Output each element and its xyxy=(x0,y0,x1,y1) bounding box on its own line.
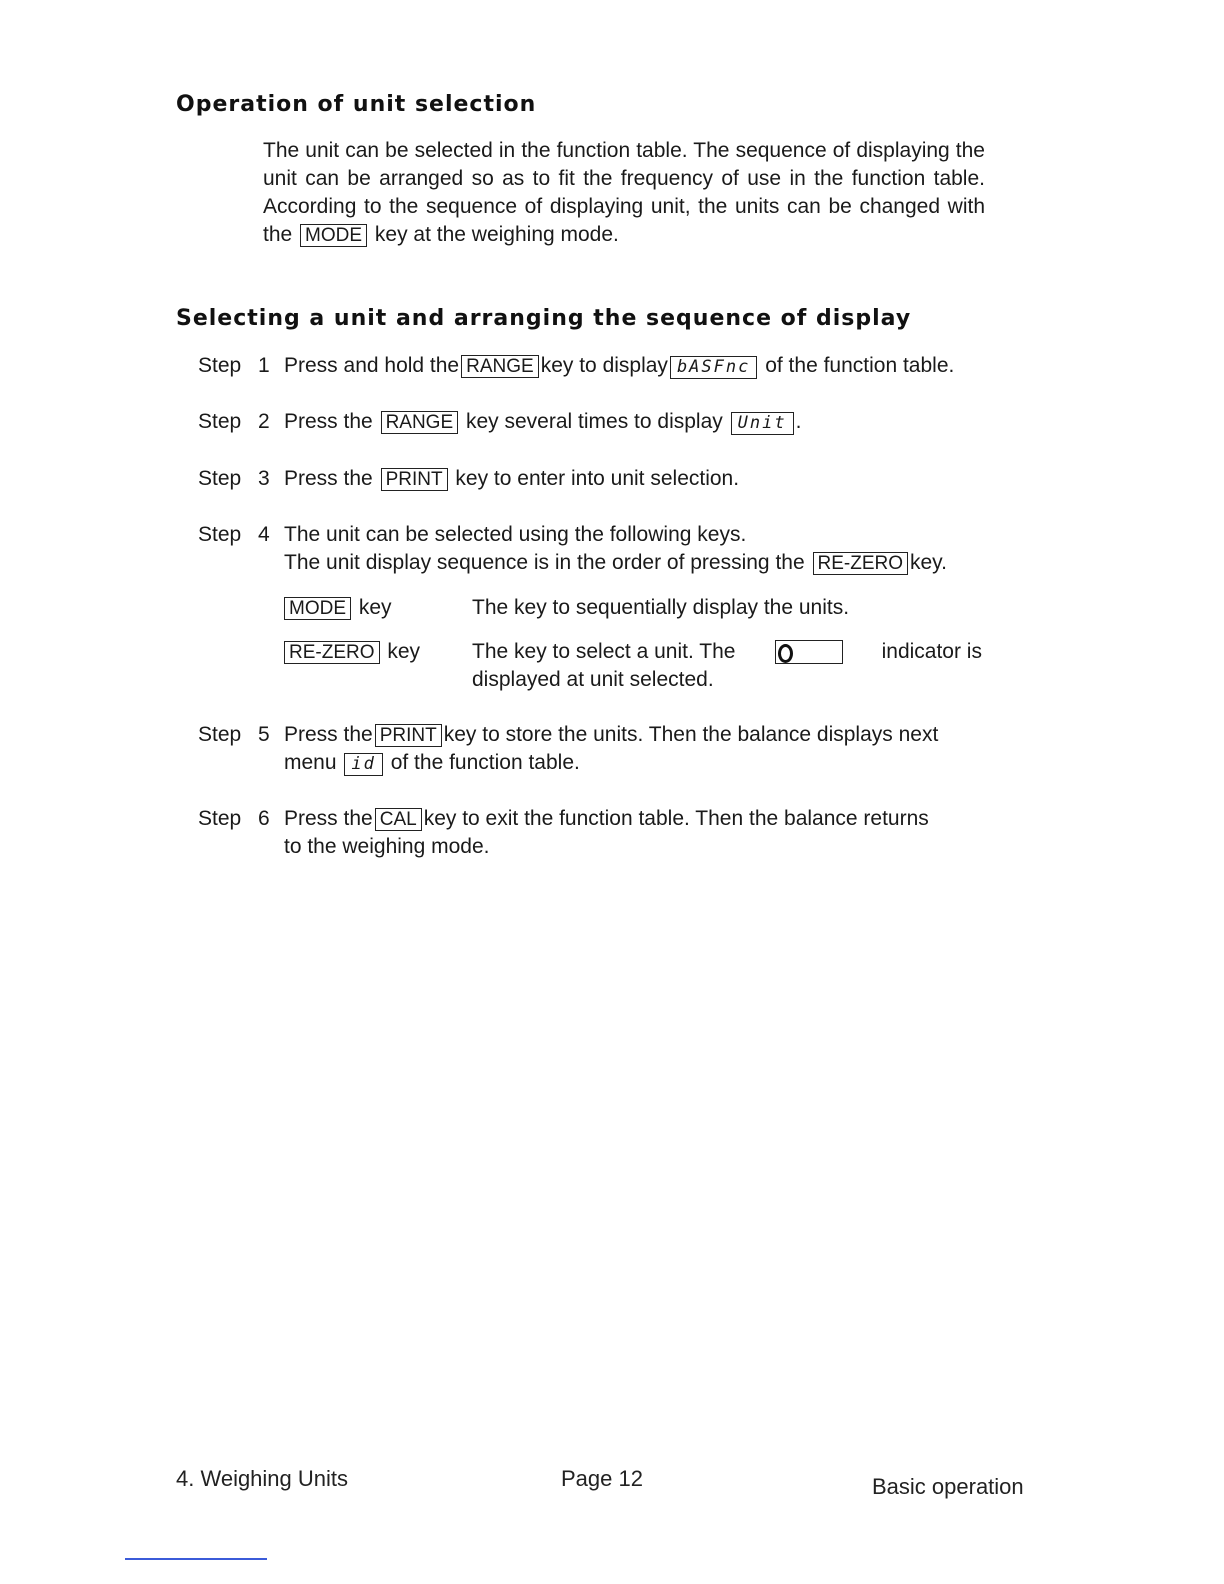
step-text: The unit display sequence is in the order of pressing the xyxy=(284,551,805,574)
step-text: Press the xyxy=(284,467,373,490)
intro-paragraph xyxy=(263,137,985,249)
step-line xyxy=(284,352,982,380)
step-label: Step xyxy=(198,467,242,490)
key-description xyxy=(472,638,982,694)
re-zero-key-label: RE-ZERO xyxy=(813,552,909,575)
indicator-circle-icon xyxy=(778,644,793,663)
step-text: of the function table. xyxy=(765,354,955,377)
page-edge-mark xyxy=(125,1558,267,1560)
step-number: 1 xyxy=(258,354,270,377)
key-suffix: key xyxy=(387,640,421,663)
step-line: to the weighing mode. xyxy=(284,835,490,858)
step-label: Step xyxy=(198,523,242,546)
mode-key-label: MODE xyxy=(284,597,351,620)
key-description-text: indicator is xyxy=(881,640,982,663)
step-number: 4 xyxy=(258,523,270,546)
step-label: Step xyxy=(198,723,242,746)
step-number: 2 xyxy=(258,410,270,433)
step-text: Press the xyxy=(284,723,373,746)
intro-text-part1: The unit can be selected in the function table. The sequence of displaying the unit can be arranged so as to fit the frequency of use in the function table. According to the sequence of displaying unit, the units can be changed with the xyxy=(263,139,985,246)
step-text: of the function table. xyxy=(390,751,580,774)
step-line xyxy=(284,749,982,777)
intro-text-part2: key at the weighing mode. xyxy=(374,223,619,246)
step-body xyxy=(284,352,982,380)
step-body xyxy=(284,521,982,577)
step-number: 6 xyxy=(258,807,270,830)
step-body xyxy=(284,721,982,777)
key-name xyxy=(284,638,420,666)
lcd-display-unit: Unit xyxy=(731,412,794,435)
step-text: key to display xyxy=(540,354,668,377)
step-line xyxy=(284,465,982,493)
step-number: 5 xyxy=(258,723,270,746)
step-line xyxy=(284,549,982,577)
footer-chapter: 4. Weighing Units xyxy=(176,1466,349,1491)
lcd-display-id: id xyxy=(344,753,382,776)
step-text: key. xyxy=(910,551,947,574)
step-body xyxy=(284,408,982,436)
step-line xyxy=(284,408,982,436)
step-body xyxy=(284,805,982,861)
range-key-label: RANGE xyxy=(381,411,459,434)
step-text: . xyxy=(795,410,802,433)
step-label: Step xyxy=(198,354,242,377)
footer-page-number: Page 12 xyxy=(561,1466,643,1491)
step-text: key several times to display xyxy=(465,410,723,433)
step-text: menu xyxy=(284,751,337,774)
step-line xyxy=(284,805,982,833)
step-text: Press the xyxy=(284,807,373,830)
print-key-label: PRINT xyxy=(381,468,448,491)
step-text: key to exit the function table. Then the balance returns xyxy=(423,807,929,830)
step-text: Press and hold the xyxy=(284,354,460,377)
step-line xyxy=(284,721,982,749)
cal-key-label: CAL xyxy=(375,808,422,831)
step-line: The unit can be selected using the following keys. xyxy=(284,523,747,546)
key-description-line xyxy=(472,638,982,666)
step-body xyxy=(284,465,982,493)
key-name xyxy=(284,594,392,622)
key-description-line: displayed at unit selected. xyxy=(472,668,714,691)
step-label: Step xyxy=(198,410,242,433)
print-key-label: PRINT xyxy=(375,724,442,747)
mode-key-label: MODE xyxy=(300,224,367,247)
step-text: key to enter into unit selection. xyxy=(455,467,740,490)
key-suffix: key xyxy=(358,596,392,619)
step-number: 3 xyxy=(258,467,270,490)
lcd-display-basfnc: bASFnc xyxy=(670,356,757,379)
key-description-text: The key to select a unit. The xyxy=(472,640,736,663)
footer-section: Basic operation xyxy=(872,1474,1024,1499)
key-description: The key to sequentially display the units. xyxy=(472,596,850,619)
range-key-label: RANGE xyxy=(461,355,539,378)
section-heading-selecting-unit: Selecting a unit and arranging the sequence of display xyxy=(176,306,912,331)
section-heading-unit-selection: Operation of unit selection xyxy=(176,92,537,117)
step-text: Press the xyxy=(284,410,373,433)
step-text: key to store the units. Then the balance displays next xyxy=(443,723,939,746)
step-label: Step xyxy=(198,807,242,830)
stability-indicator-icon xyxy=(775,640,843,664)
re-zero-key-label: RE-ZERO xyxy=(284,641,380,664)
